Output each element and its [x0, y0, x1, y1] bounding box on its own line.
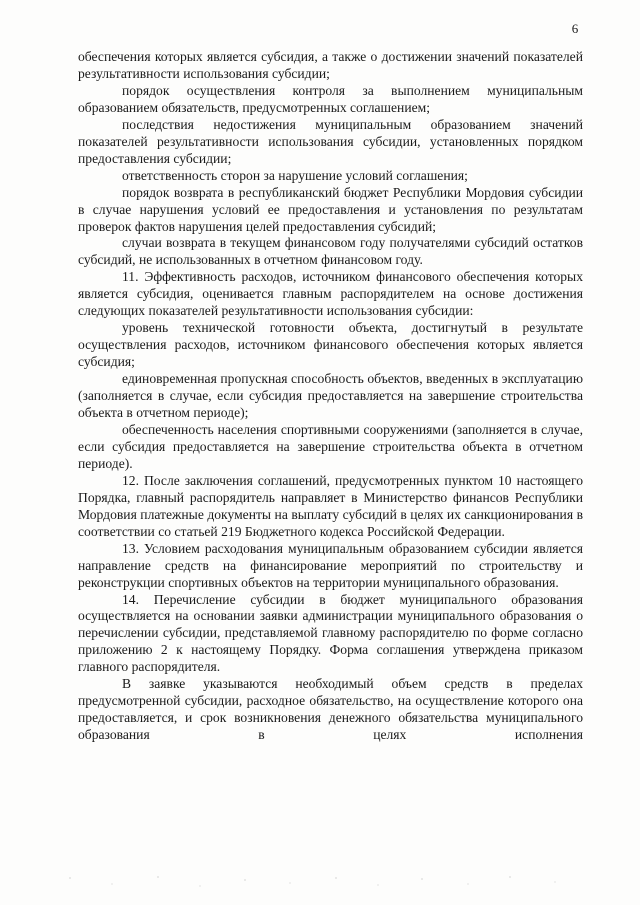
paragraph-return-cases: случаи возврата в текущем финансовом году получателями субсидий остатков субсидий, не использованных в отчетном финансовом году. [78, 235, 583, 268]
paragraph-consequences: последствия недостижения муниципальным образованием значений показателей результативности использования субсидии, установленных порядком предоставления субсидии; [78, 116, 583, 166]
paragraph-return-procedure: порядок возврата в республиканский бюджет Республики Мордовия субсидии в случае нарушения условий ее предоставления и установления по результатам проверок фактов нарушения целей предоставления субсидий; [78, 184, 583, 234]
paragraph-item-11: 11. Эффективность расходов, источником финансового обеспечения которых является субсидия, оценивается главным распорядителем на основе достижения следующих показателей результативности использования субсидии: [78, 269, 583, 319]
scan-artifact-dots [40, 872, 600, 892]
paragraph-control-procedure: порядок осуществления контроля за выполнением муниципальным образованием обязательств, предусмотренных соглашением; [78, 82, 583, 115]
page-number: 6 [571, 21, 579, 36]
paragraph-responsibility: ответственность сторон за нарушение условий соглашения; [122, 167, 468, 183]
paragraph-readiness-level: уровень технической готовности объекта, достигнутый в результате осуществления расходов, источником финансового обеспечения которых является субсидия; [78, 320, 583, 370]
paragraph-item-13: 13. Условием расходования муниципальным образованием субсидии является направление средств на финансирование мероприятий по строительству и реконструкции спортивных объектов на территории муниципального образования. [78, 540, 583, 590]
paragraph-continuation: обеспечения которых является субсидия, а также о достижении значений показателей результативности использования субсидии; [78, 49, 583, 81]
paragraph-application: В заявке указываются необходимый объем средств в пределах предусмотренной субсидии, расходное обязательство, на осуществление которого она предоставляется, и срок возникновения денежного обязательства муниципального образования в целях исполнения [78, 676, 583, 743]
document-body [78, 49, 583, 744]
paragraph-item-14: 14. Перечисление субсидии в бюджет муниципального образования осуществляется на основании заявки администрации муниципального образования о перечислении субсидии, представляемой главному распорядителю по форме согласно приложению 2 к настоящему Порядку. Форма соглашения утверждена приказом главного распорядителя. [78, 591, 583, 675]
paragraph-capacity: единовременная пропускная способность объектов, введенных в эксплуатацию (заполняется в случае, если субсидия предоставляется на завершение строительства объекта в отчетном периоде); [78, 371, 583, 421]
paragraph-provision: обеспеченность населения спортивными сооружениями (заполняется в случае, если субсидия предоставляется на завершение строительства объекта в отчетном периоде). [78, 421, 583, 471]
paragraph-item-12: 12. После заключения соглашений, предусмотренных пунктом 10 настоящего Порядка, главный распорядитель направляет в Министерство финансов Республики Мордовия платежные документы на выплату субсидий в целях их санкционирования в соответствии со статьей 219 Бюджетного кодекса Российской Федерации. [78, 472, 583, 539]
